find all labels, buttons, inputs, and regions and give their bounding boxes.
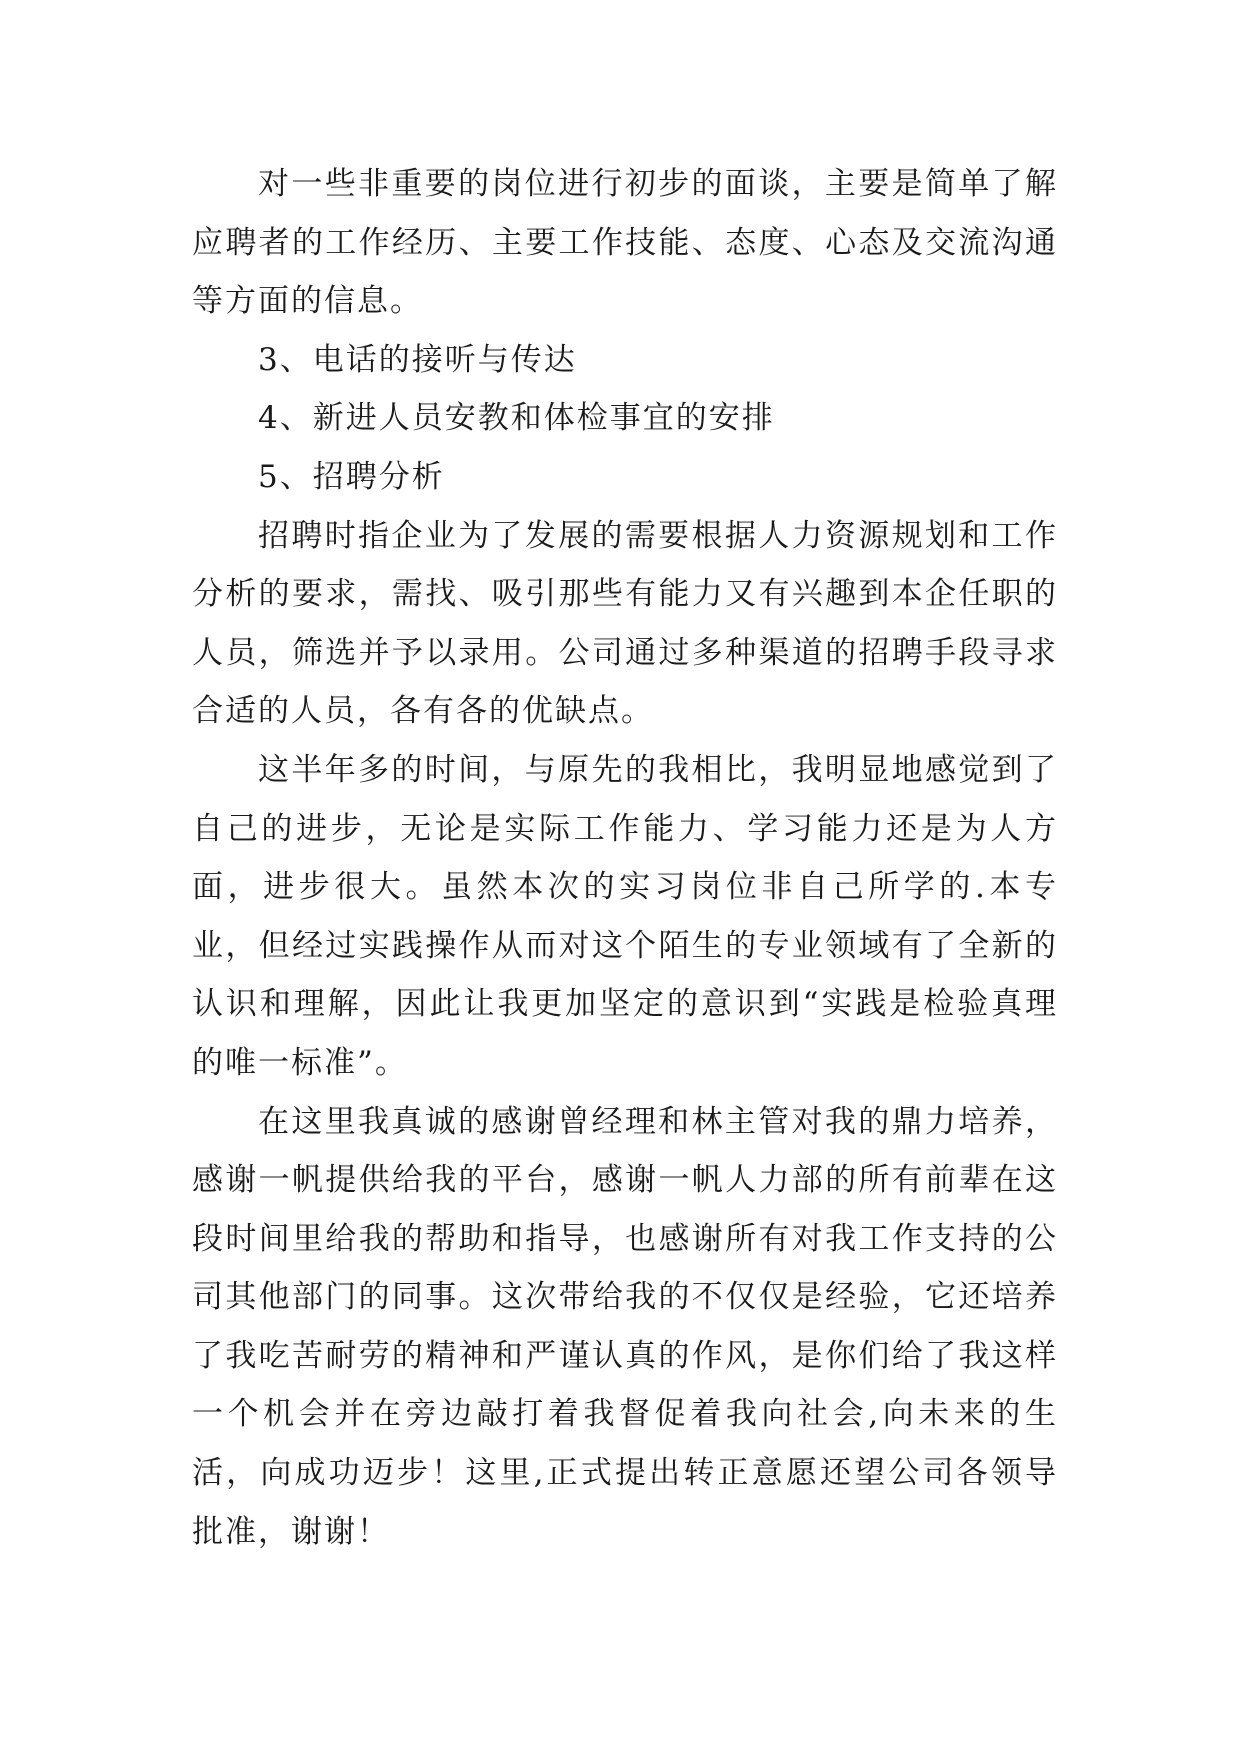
paragraph-progress: 这半年多的时间，与原先的我相比，我明显地感觉到了自己的进步，无论是实际工作能力、学习能力还是为人方面，进步很大。虽然本次的实习岗位非自己所学的.本专业，但经过实践操作从而对这个陌生的专业领域有了全新的认识和理解，因此让我更加坚定的意识到“实践是检验真理的唯一标准”。 — [192, 751, 1058, 1081]
paragraph-thanks: 在这里我真诚的感谢曾经理和林主管对我的鼎力培养，感谢一帆提供给我的平台，感谢一帆人力部的所有前辈在这段时间里给我的帮助和指导，也感谢所有对我工作支持的公司其他部门的同事。这次带给我的不仅仅是经验，它还培养了我吃苦耐劳的精神和严谨认真的作风，是你们给了我这样一个机会并在旁边敲打着我督促着我向社会,向未来的生活，向成功迈步！这里,正式提出转正意愿还望公司各领导批准，谢谢！ — [192, 1103, 1058, 1550]
list-item-phone: 3、电话的接听与传达 — [258, 341, 577, 378]
paragraph-recruitment: 招聘时指企业为了发展的需要根据人力资源规划和工作分析的要求，需找、吸引那些有能力又有兴趣到本企任职的人员，筛选并予以录用。公司通过多种渠道的招聘手段寻求合适的人员，各有各的优缺点。 — [192, 517, 1058, 730]
document-body — [192, 155, 1058, 1561]
paragraph-interview: 对一些非重要的岗位进行初步的面谈，主要是简单了解应聘者的工作经历、主要工作技能、态度、心态及交流沟通等方面的信息。 — [192, 166, 1058, 320]
list-item-onboarding: 4、新进人员安教和体检事宜的安排 — [258, 400, 775, 437]
list-item-recruitment-analysis: 5、招聘分析 — [258, 458, 445, 495]
